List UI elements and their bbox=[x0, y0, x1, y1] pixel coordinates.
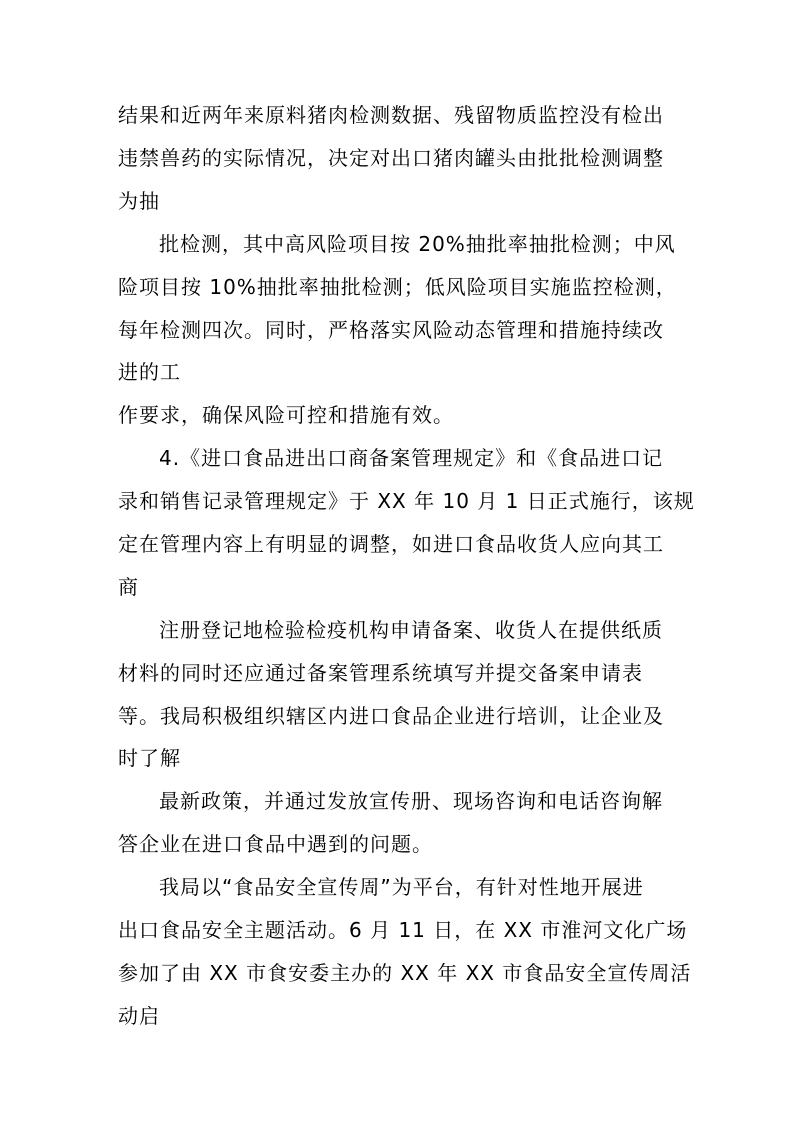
text-line: 为抽 bbox=[118, 189, 160, 213]
text-line: 材料的同时还应通过备案管理系统填写并提交备案申请表 bbox=[118, 661, 643, 685]
text-line: 注册登记地检验检疫机构申请备案、收货人在提供纸质 bbox=[159, 618, 663, 642]
text-line: 险项目按 10%抽批率抽批检测；低风险项目实施监控检测， bbox=[118, 275, 677, 299]
text-line: 进的工 bbox=[118, 360, 181, 384]
text-line: 违禁兽药的实际情况，决定对出口猪肉罐头由批批检测调整 bbox=[118, 146, 664, 170]
text-line: 动启 bbox=[118, 1004, 160, 1028]
text-line: 作要求，确保风险可控和措施有效。 bbox=[118, 403, 454, 427]
text-line: 出口食品安全主题活动。6 月 11 日，在 XX 市淮河文化广场 bbox=[118, 918, 688, 942]
text-line: 我局以“食品安全宣传周”为平台，有针对性地开展进 bbox=[159, 875, 644, 899]
text-line: 批检测，其中高风险项目按 20%抽批率抽批检测；中风 bbox=[159, 232, 676, 256]
text-line: 时了解 bbox=[118, 746, 181, 770]
text-line: 答企业在进口食品中遇到的问题。 bbox=[118, 832, 433, 856]
text-line: 商 bbox=[118, 575, 139, 599]
text-line: 最新政策，并通过发放宣传册、现场咨询和电话咨询解 bbox=[159, 789, 663, 813]
text-line: 定在管理内容上有明显的调整，如进口食品收货人应向其工 bbox=[118, 532, 664, 556]
text-line: 结果和近两年来原料猪肉检测数据、残留物质监控没有检出 bbox=[118, 103, 664, 127]
text-line: 录和销售记录管理规定》于 XX 年 10 月 1 日正式施行，该规 bbox=[118, 489, 695, 513]
text-line: 4.《进口食品进出口商备案管理规定》和《食品进口记 bbox=[159, 446, 664, 470]
text-line: 等。我局积极组织辖区内进口食品企业进行培训，让企业及 bbox=[118, 704, 664, 728]
text-line: 参加了由 XX 市食安委主办的 XX 年 XX 市食品安全宣传周活 bbox=[118, 961, 692, 985]
text-line: 每年检测四次。同时，严格落实风险动态管理和措施持续改 bbox=[118, 318, 664, 342]
